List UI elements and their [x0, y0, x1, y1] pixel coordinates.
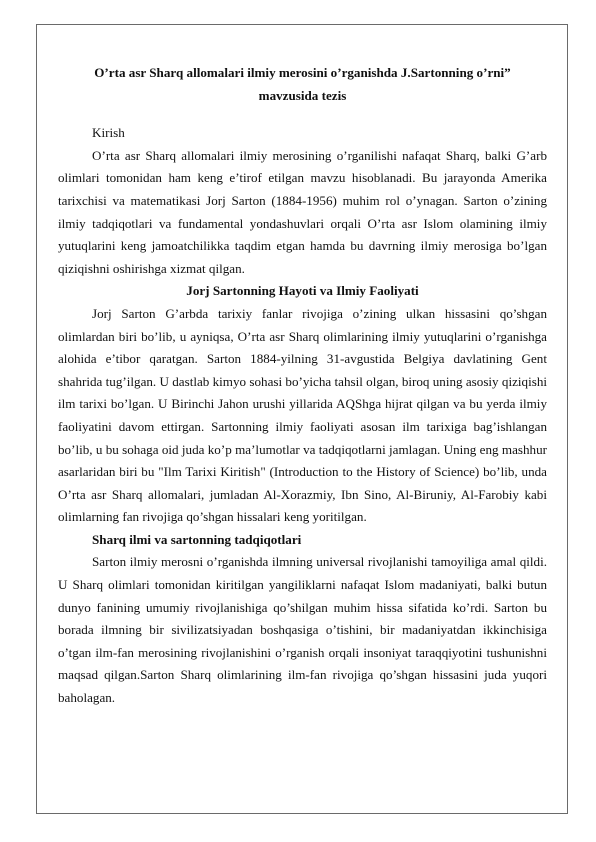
title-spacer	[58, 107, 547, 122]
section1-heading: Jorj Sartonning Hayoti va Ilmiy Faoliyati	[186, 283, 419, 299]
intro-paragraph: O’rta asr Sharq allomalari ilmiy merosining o’rganilishi nafaqat Sharq, balki G’arb olimlari tomonidan ham keng e’tirof etilgan mavzu hisoblanadi. Bu jarayonda Amerika tarixchisi va matematikasi Jorj Sarton (1884-1956) muhim rol o’ynagan. Sarton o’zining ilmiy tadqiqotlari va fundamental yondashuvlari orqali O’rta asr Islom olamining ilmiy yutuqlarini keng jamoatchilikka taqdim etgan hamda bu davrning ilmiy merosiga bo’lgan qiziqishni oshirishga xizmat qilgan.	[58, 147, 547, 276]
intro-heading: Kirish	[92, 125, 125, 141]
document-title-line1: O’rta asr Sharq allomalari ilmiy merosini o’rganishda J.Sartonning o’rni”	[94, 65, 511, 80]
section2-paragraph: Sarton ilmiy merosni o’rganishda ilmning universal rivojlanishi tamoyiliga amal qildi. U Sharq olimlari tomonidan kiritilgan yangiliklarni nafaqat Islom madaniyati, balki butun dunyo fanining umumiy rivojlanishiga qo’shilgan muhim hissa sifatida ko’rdi. Sarton bu borada ilmning bir sivilizatsiyadan boshqasiga o’tishini, bir madaniyatdan ikkinchisiga o’tgan ilm-fan merosining rivojlanishini o’rganish orqali insoniyat taraqqiyotini tushunishni maqsad qilgan.Sarton Sharq olimlarining ilm-fan rivojiga qo’shgan hissasini juda yuqori baholagan.	[58, 554, 547, 706]
section1-paragraph: Jorj Sarton G’arbda tarixiy fanlar rivojiga o’zining ulkan hissasini qo’shgan olimlardan biri bo’lib, u ayniqsa, O’rta asr Sharq olimlarining ilmiy yutuqlarini o’rganishga alohida e’tibor qaratgan. Sarton 1884-yilning 31-avgustida Belgiya davlatining Gent shahrida tug’ilgan. U dastlab kimyo sohasi bo’yicha tahsil olgan, biroq uning asosiy qiziqishi ilm tarixi bo’lgan. U Birinchi Jahon urushi yillarida AQShga hijrat qilgan va bu yerda ilmiy faoliyatini davom ettirgan. Sartonning ilmiy faoliyati asosan ilm tarixiga bag’ishlangan bo’lib, u bu sohaga oid juda ko’p ma’lumotlar va tadqiqotlarni jamlagan. Uning eng mashhur asarlaridan biri bu "Ilm Tarixi Kiritish" (Introduction to the History of Science) bo’lib, unda O’rta asr Sharq allomalari, jumladan Al-Xorazmiy, Ibn Sino, Al-Biruniy, Al-Farobiy kabi olimlarning fan rivojiga qo’shgan hissalari keng yoritilgan.	[58, 305, 547, 525]
document-body	[58, 62, 547, 710]
section2-heading: Sharq ilmi va sartonning tadqiqotlari	[92, 531, 302, 547]
document-title-line2: mavzusida tezis	[258, 87, 347, 103]
